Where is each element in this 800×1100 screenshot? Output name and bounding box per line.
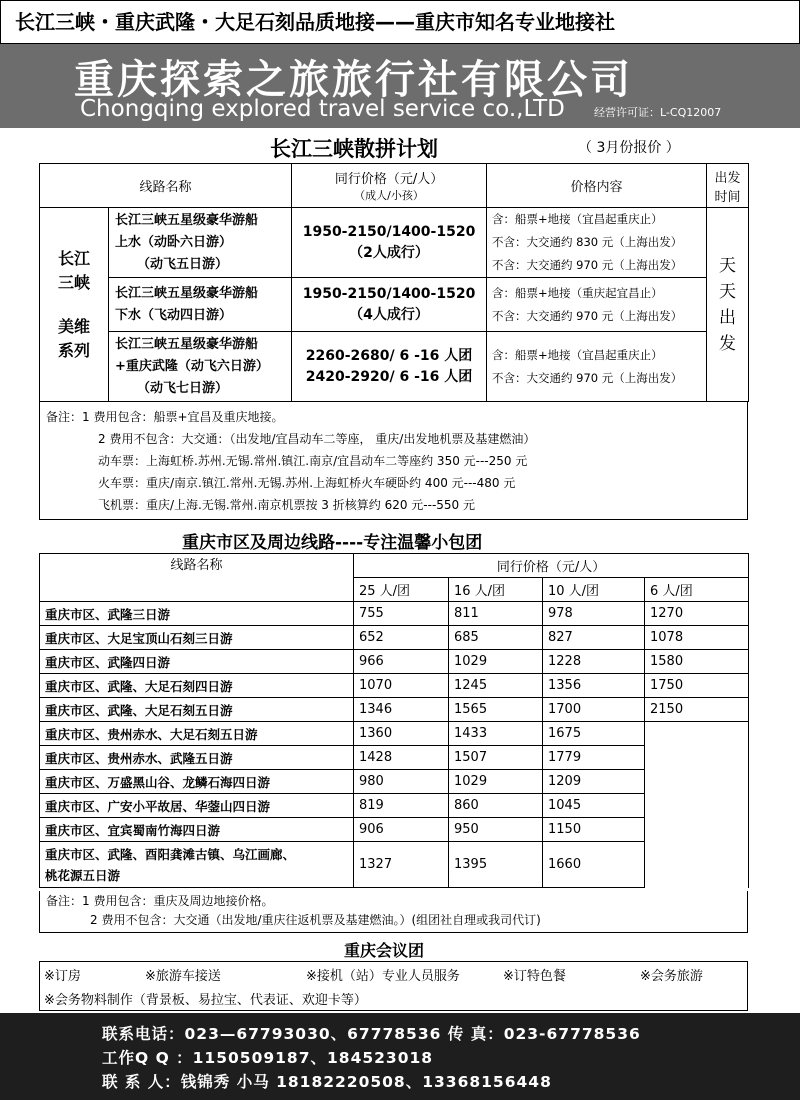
contact-footer bbox=[0, 1013, 800, 1100]
header-price-content: 价格内容 bbox=[487, 164, 707, 208]
section-title-chongqing-routes: 重庆市区及周边线路----专注温馨小包团 bbox=[182, 533, 483, 553]
route-name: 长江三峡五星级豪华游船 +重庆武隆（动飞六日游） （动飞七日游） bbox=[109, 332, 292, 402]
table-row: 重庆市区、大足宝顶山石刻三日游 652 685 827 1078 bbox=[40, 626, 749, 650]
company-name-cn: 重庆探索之旅旅行社有限公司 bbox=[74, 57, 633, 103]
header-route-name: 线路名称 bbox=[40, 554, 354, 602]
service-item: ※会务旅游 bbox=[640, 969, 703, 984]
departure-schedule: 天 天 出 发 bbox=[707, 208, 749, 402]
table-row: 重庆市区、武隆、酉阳龚滩古镇、乌江画廊、 桃花源五日游 1327 1395 1660 bbox=[40, 842, 749, 888]
table-row: 重庆市区、贵州赤水、武隆五日游 1428 1507 1779 bbox=[40, 746, 749, 770]
service-item: ※旅游车接送 bbox=[145, 969, 221, 984]
table-row: 重庆市区、武隆、大足石刻四日游 1070 1245 1356 1750 bbox=[40, 674, 749, 698]
service-item: ※订房 bbox=[44, 969, 81, 984]
table-row: 重庆市区、武隆四日游 966 1029 1228 1580 bbox=[40, 650, 749, 674]
route-group-label: 长江 三峡 美维 系列 bbox=[40, 208, 109, 402]
top-banner: 长江三峡・重庆武隆・大足石刻品质地接——重庆市知名专业地接社 bbox=[0, 0, 800, 44]
header-route-name: 线路名称 bbox=[40, 164, 292, 208]
price-month-note: （ 3月份报价 ） bbox=[578, 140, 680, 156]
price-content: 含：船票+地接（宜昌起重庆止） 不含：大交通约 830 元（上海出发） 不含：大交通约 970 元（上海出发） bbox=[487, 208, 707, 278]
three-gorges-price-table bbox=[39, 163, 749, 402]
license-number: 经营许可证：L-CQ12007 bbox=[594, 106, 722, 119]
table-row: 重庆市区、宜宾蜀南竹海四日游 906 950 1150 bbox=[40, 818, 749, 842]
contact-person: 联 系 人：钱锦秀 小马 18182220508、13368156448 bbox=[102, 1073, 552, 1091]
route-price: 1950-2150/1400-1520 （2人成行） bbox=[292, 208, 487, 278]
chongqing-routes-remarks: 备注：1 费用包含：重庆及周边地接价格。 2 费用不包含：大交通（出发地/重庆往返机票及基建燃油。）(组团社自理或我司代订) bbox=[39, 891, 748, 933]
service-item: ※会务物料制作（背景板、易拉宝、代表证、欢迎卡等） bbox=[44, 993, 367, 1008]
route-name: 长江三峡五星级豪华游船 下水（飞动四日游） bbox=[109, 278, 292, 332]
table-row: 重庆市区、武隆三日游 755 811 978 1270 bbox=[40, 602, 749, 626]
header-price: 同行价格（元/人） bbox=[354, 554, 749, 578]
header-price: 同行价格（元/人） （成人/小孩） bbox=[292, 164, 487, 208]
chongqing-routes-price-table bbox=[39, 553, 749, 888]
table-row: 重庆市区、广安小平故居、华蓥山四日游 819 860 1045 bbox=[40, 794, 749, 818]
header-group-25: 25 人/团 bbox=[354, 578, 449, 602]
table-row: 重庆市区、万盛黑山谷、龙鳞石海四日游 980 1029 1209 bbox=[40, 770, 749, 794]
header-group-10: 10 人/团 bbox=[543, 578, 645, 602]
section-title-conference: 重庆会议团 bbox=[344, 941, 425, 960]
header-departure: 出发 时间 bbox=[707, 164, 749, 208]
three-gorges-remarks: 备注：1 费用包含：船票+宜昌及重庆地接。 2 费用不包含：大交通：（出发地/宜昌动车二等座， 重庆/出发地机票及基建燃油） 动车票：上海虹桥.苏州.无锡.常州.镇江.南京/宜昌动车二等座约 350 元---250 元 火车票：重庆/南京.镇江.常州.无锡.苏州.上海虹桥火车硬卧约 400 元---480 元 飞机票：重庆/上海.无锡.常州.南京机票按 3 折核算约 620 元---550 元 bbox=[39, 402, 748, 520]
conference-services bbox=[39, 961, 748, 1011]
route-price: 1950-2150/1400-1520 （4人成行） bbox=[292, 278, 487, 332]
header-group-6: 6 人/团 bbox=[645, 578, 749, 602]
company-header bbox=[0, 44, 800, 128]
contact-qq: 工作Q Q ：1150509187、184523018 bbox=[102, 1049, 434, 1067]
price-content: 含：船票+地接（重庆起宜昌止） 不含：大交通约 970 元（上海出发） bbox=[487, 278, 707, 332]
service-item: ※接机（站）专业人员服务 bbox=[306, 969, 460, 984]
price-content: 含：船票+地接（宜昌起重庆止） 不含：大交通约 970 元（上海出发） bbox=[487, 332, 707, 402]
company-name-en: Chongqing explored travel service co.,LTD bbox=[80, 96, 565, 122]
section-title-three-gorges: 长江三峡散拼计划 bbox=[270, 137, 438, 161]
contact-phone: 联系电话：023—67793030、67778536 传 真：023-67778536 bbox=[102, 1025, 641, 1043]
table-row: 重庆市区、武隆、大足石刻五日游 1346 1565 1700 2150 bbox=[40, 698, 749, 722]
route-name: 长江三峡五星级豪华游船 上水（动卧六日游） （动飞五日游） bbox=[109, 208, 292, 278]
header-group-16: 16 人/团 bbox=[449, 578, 543, 602]
route-price: 2260-2680/ 6 -16 人团 2420-2920/ 6 -16 人团 bbox=[292, 332, 487, 402]
table-row: 重庆市区、贵州赤水、大足石刻五日游 1360 1433 1675 bbox=[40, 722, 749, 746]
service-item: ※订特色餐 bbox=[503, 969, 566, 984]
